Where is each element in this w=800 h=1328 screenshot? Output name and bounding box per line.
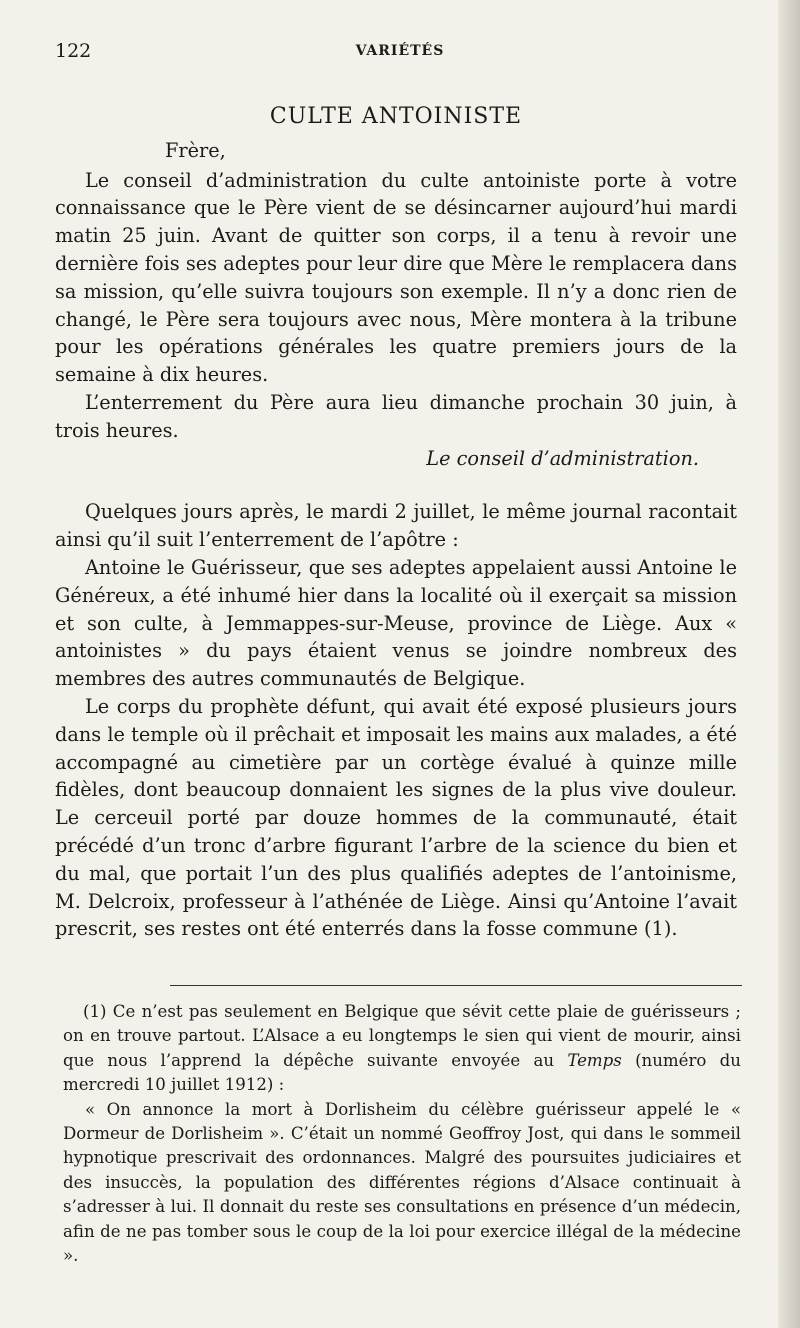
salutation: Frère, bbox=[165, 138, 226, 162]
paragraph: L’enterrement du Père aura lieu dimanche prochain 30 juin, à trois heures. bbox=[55, 390, 737, 442]
page-header bbox=[55, 40, 745, 64]
paragraph: Le conseil d’administration du culte antoiniste porte à votre connaissance que le Père vient de se désincarner aujourd’hui mardi matin 25 juin. Avant de quitter son corps, il a tenu à revoir une dernière fois ses adeptes pour leur dire que Mère le remplacera dans sa mission, qu’elle suivra toujours son exemple. Il n’y a donc rien de changé, le Père sera toujours avec nous, Mère montera à la tribune pour les opérations générales les quatre premiers jours de la semaine à dix heures. bbox=[55, 168, 737, 387]
footnote-text: (1) Ce n’est pas seulement en Belgique que sévit cette plaie de guérisseurs ; on en trouve partout. L’Alsace a eu longtemps le sien qui vient de mourir, ainsi que nous l’apprend la dépêche suivante envoyée au bbox=[63, 1002, 741, 1070]
page-edge-shadow bbox=[778, 0, 800, 1328]
footnote-intro bbox=[63, 1000, 741, 1098]
paragraph: Le corps du prophète défunt, qui avait été exposé plusieurs jours dans le temple où il prêchait et imposait les mains aux malades, a été accompagné au cimetière par un cortège évalué à quinze mille fidèles, dont beaucoup donnaient les signes de la plus vive douleur. Le cerceuil porté par douze hommes de la communauté, était précédé d’un tronc d’arbre figurant l’arbre de la science du bien et du mal, que portait l’un des plus qualifiés adeptes de l’antoinisme, M. Delcroix, professeur à l’athénée de Liège. Ainsi qu’Antoine l’avait prescrit, ses restes ont été enterrés dans la fosse commune (1). bbox=[55, 694, 737, 941]
signature: Le conseil d’administration. bbox=[426, 446, 699, 470]
footnote bbox=[63, 1000, 741, 1268]
section-gap bbox=[55, 472, 737, 498]
footnote-quote: « On annonce la mort à Dorlisheim du célèbre guérisseur appelé le « Dormeur de Dorlisheim ». C’était un nommé Geoffroy Jost, qui dans le sommeil hypnotique prescrivait des ordonnances. Malgré des poursuites judiciaires et des insuccès, la population des différentes régions d’Alsace continuait à s’adresser à lui. Il donnait du reste ses consultations en présence d’un médecin, afin de ne pas tomber sous le coup de la loi pour exercice illégal de la médecine ». bbox=[63, 1099, 741, 1266]
article-body bbox=[55, 103, 737, 943]
paragraph: Antoine le Guérisseur, que ses adeptes appelaient aussi Antoine le Généreux, a été inhumé hier dans la localité où il exerçait sa mission et son culte, à Jemmappes-sur-Meuse, province de Liège. Aux « antoinistes » du pays étaient venus se joindre nombreux des membres des autres communautés de Belgique. bbox=[55, 555, 737, 691]
article-title: CULTE ANTOINISTE bbox=[269, 104, 523, 129]
page-number: 122 bbox=[55, 40, 92, 62]
footnote-divider bbox=[170, 985, 742, 986]
journal-name: Temps bbox=[567, 1050, 622, 1070]
paragraph: Quelques jours après, le mardi 2 juillet, le même journal racontait ainsi qu’il suit l’enterrement de l’apôtre : bbox=[55, 500, 737, 552]
running-title: VARIÉTÉS bbox=[355, 43, 445, 59]
footnote-text: (numéro du mercredi 10 juillet 1912) : bbox=[63, 1050, 741, 1095]
